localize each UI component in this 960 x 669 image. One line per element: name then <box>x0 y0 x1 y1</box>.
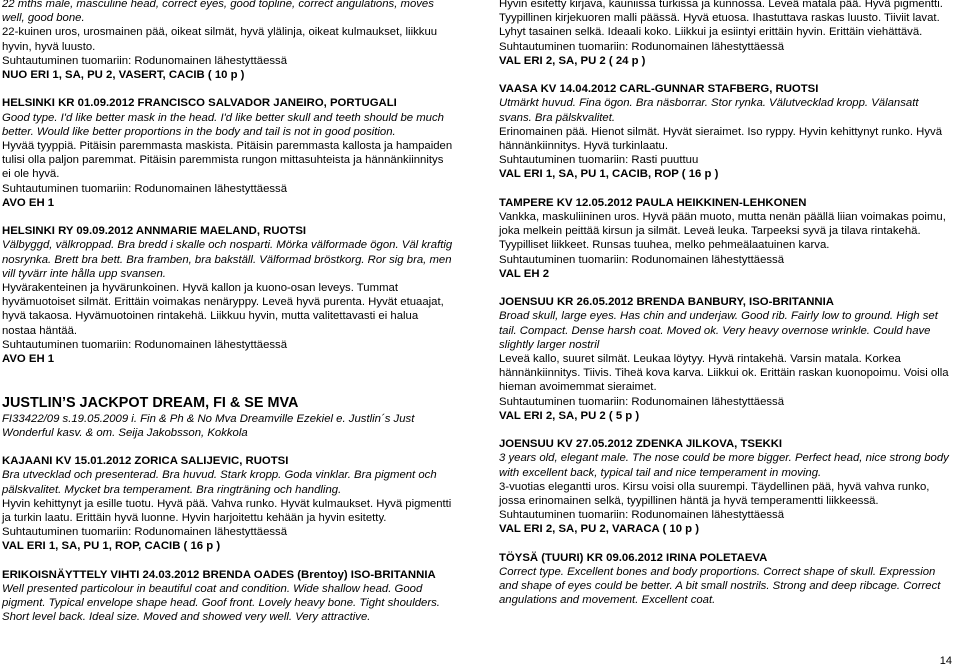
show-header: TAMPERE KV 12.05.2012 PAULA HEIKKINEN-LEHKONEN <box>499 196 807 209</box>
result-line: NUO ERI 1, SA, PU 2, VASERT, CACIB ( 10 p ) <box>2 69 245 82</box>
critique-finnish: Erinomainen pää. Hienot silmät. Hyvät sieraimet. Iso ryppy. Hyvin kehittynyt runko. Hyvä hännänkiinnitys. Hyvä turkinlaatu. <box>499 125 942 153</box>
critique-english: Well presented particolour in beautiful coat and condition. Wide shallow head. Good pigment. Typical envelope shape head. Goof front. Lovely heavy bone. Tight shoulders. Short level back. Ideal size. Moved and showed very well. Very attractive. <box>2 583 440 624</box>
temperament-line: Suhtautuminen tuomariin: Rodunomainen lähestyttäessä <box>499 253 785 266</box>
show-header: HELSINKI KR 01.09.2012 FRANCISCO SALVADOR JANEIRO, PORTUGALI <box>2 97 397 110</box>
temperament-line: Suhtautuminen tuomariin: Rasti puuttuu <box>499 154 699 167</box>
dog-pedigree-info: FI33422/09 s.19.05.2009 i. Fin & Ph & No Mva Dreamville Ezekiel e. Justlin´s Just Wonderful kasv. & om. Seija Jakobsson, Kokkola <box>2 412 415 439</box>
temperament-line: Suhtautuminen tuomariin: Rodunomainen lähestyttäessä <box>2 54 288 67</box>
show-header: KAJAANI KV 15.01.2012 ZORICA SALIJEVIC, RUOTSI <box>2 455 289 468</box>
critique-finnish: Hyvää tyyppiä. Pitäisin paremmasta maskista. Pitäisin paremmasta kallosta ja hampaiden tulisi olla paljon paremmat. Pitäisin paremmista rungon mittasuhteista ja hännänkiinnitys ei ole hyvä. <box>2 140 453 181</box>
temperament-line: Suhtautuminen tuomariin: Rodunomainen lähestyttäessä <box>2 338 288 351</box>
critique-english: Good type. I'd like better mask in the head. I'd like better skull and teeth should be much better. Would like better proportions in the body and tail is not in good position. <box>2 111 444 138</box>
show-header: TÖYSÄ (TUURI) KR 09.06.2012 IRINA POLETAEVA <box>499 551 768 564</box>
cont-finnish-line: 22-kuinen uros, urosmainen pää, oikeat silmät, hyvä ylälinja, oikeat kulmaukset, liikkuu hyvin, hyvä luusto. <box>2 26 438 53</box>
temperament-line: Suhtautuminen tuomariin: Rodunomainen lähestyttäessä <box>2 526 288 539</box>
critique-finnish: Hyvin kehittynyt ja esille tuotu. Hyvä pää. Vahva runko. Hyvät kulmaukset. Hyvä pigmentti ja turkin laatu. Erittäin hyvä luonne. Hyvin harjoitettu kehään ja hyvin esitetty. <box>2 497 452 525</box>
show-header: VAASA KV 14.04.2012 CARL-GUNNAR STAFBERG, RUOTSI <box>499 83 819 96</box>
result-line: AVO EH 1 <box>2 353 55 366</box>
cont-english-line: 22 mths male, masculine head, correct eyes, good topline, correct angulations, moves well, good bone. <box>2 0 434 25</box>
critique-english: Broad skull, large eyes. Has chin and underjaw. Good rib. Fairly low to ground. High set tail. Compact. Dense harsh coat. Moved ok. Very heavy overnose wrinkle. Could have slightly larger nostril <box>499 310 938 351</box>
result-line: VAL ERI 2, SA, PU 2 ( 24 p ) <box>499 54 646 67</box>
temperament-line: Suhtautuminen tuomariin: Rodunomainen lähestyttäessä <box>2 182 288 195</box>
result-line: VAL ERI 1, SA, PU 1, ROP, CACIB ( 16 p ) <box>2 540 221 553</box>
show-header: JOENSUU KV 27.05.2012 ZDENKA JILKOVA, TSEKKI <box>499 438 783 451</box>
show-header: JOENSUU KR 26.05.2012 BRENDA BANBURY, ISO-BRITANNIA <box>499 296 834 309</box>
critique-swedish: Bra utvecklad och presenterad. Bra huvud. Stark kropp. Goda vinklar. Bra pigment och pälskvalitet. Mycket bra temperament. Bra ringträning och handling. <box>2 469 437 496</box>
critique-finnish: 3-vuotias elegantti uros. Kirsu voisi olla suurempi. Täydellinen pää, hyvä vahva runko, jossa erinomainen selkä, tyypillinen häntä ja hyvä temperamentti liikkeessä. <box>499 480 930 508</box>
critique-swedish: Utmärkt huvud. Fina ögon. Bra näsborrar. Stor rynka. Välutvecklad kropp. Välansatt svans. Bra pälskvalitet. <box>499 97 919 124</box>
page-number: 14 <box>939 655 952 667</box>
show-header: ERIKOISNÄYTTELY VIHTI 24.03.2012 BRENDA OADES (Brentoy) ISO-BRITANNIA <box>2 568 436 581</box>
result-line: AVO EH 1 <box>2 196 55 209</box>
critique-swedish: Välbyggd, välkroppad. Bra bredd i skalle och nosparti. Mörka välformade ögon. Väl kraftig nosrynka. Brett bra bett. Bra framben, bra bakställ. Välformad bröstkorg. Ror sig bra, men vill tyvärr inte hålla upp svansen. <box>2 239 453 280</box>
dog-title: JUSTLIN’S JACKPOT DREAM, FI & SE MVA <box>2 394 299 411</box>
result-line: VAL ERI 1, SA, PU 1, CACIB, ROP ( 16 p ) <box>499 168 719 181</box>
right-column <box>499 0 954 608</box>
show-header: HELSINKI RY 09.09.2012 ANNMARIE MAELAND, RUOTSI <box>2 225 307 238</box>
left-column <box>2 0 454 625</box>
result-line: VAL ERI 2, SA, PU 2, VARACA ( 10 p ) <box>499 523 700 536</box>
critique-finnish: Vankka, maskuliininen uros. Hyvä pään muoto, mutta nenän päällä liian voimakas poimu, joka melkein peittää kirsun ja silmät. Leveä leuka. Tarpeeksi syvä ja tilava rintakehä. Tyypilliset liikkeet. Runsas tuuhea, melko pehmeälaatuinen karva. <box>499 211 946 252</box>
result-line: VAL ERI 2, SA, PU 2 ( 5 p ) <box>499 409 640 422</box>
critique-english: 3 years old, elegant male. The nose could be more bigger. Perfect head, nice strong body with excellent back, typical tail and nice temperament in moving. <box>499 452 949 479</box>
temperament-line: Suhtautuminen tuomariin: Rodunomainen lähestyttäessä <box>499 395 785 408</box>
temperament-line: Suhtautuminen tuomariin: Rodunomainen lähestyttäessä <box>499 509 785 522</box>
critique-finnish: Hyvärakenteinen ja hyvärunkoinen. Hyvä kallon ja kuono-osan leveys. Tummat hyvämuotoiset silmät. Erittäin voimakas nenäryppy. Leveä hyvä purenta. Hyvät etuaajat, hyvä takaosa. Hyvämuotoinen rintakehä. Liikkuu hyvin, mutta valitettavasti ei halua nostaa häntää. <box>2 282 444 337</box>
result-line: VAL EH 2 <box>499 267 550 280</box>
critique-finnish: Leveä kallo, suuret silmät. Leukaa löytyy. Hyvä rintakehä. Varsin matala. Korkea hännänkiinnitys. Tiivis. Tiheä kova karva. Liikkui ok. Erittäin raskan kuonopoimu. Voisi olla hieman avoimemmat sieraimet. <box>499 353 949 394</box>
critique-finnish: Hyvin esitetty kirjava, kauniissa turkissa ja kunnossa. Leveä matala pää. Hyvä pigmentti. Tyypillinen kirjekuoren malli päässä. Hyvä etuosa. Ihastuttava raskas luusto. Tiiviit lavat. Lyhyt tasainen selkä. Ideaali koko. Liikkui ja esiintyi erittäin hyvin. Erittäin viehättävä. <box>499 0 943 39</box>
critique-english: Correct type. Excellent bones and body proportions. Correct shape of skull. Expression and shape of eyes could be better. A bit small nostrils. Strong and deep ribcage. Correct angulations and movement. Excellent coat. <box>499 566 941 607</box>
temperament-line: Suhtautuminen tuomariin: Rodunomainen lähestyttäessä <box>499 40 785 53</box>
